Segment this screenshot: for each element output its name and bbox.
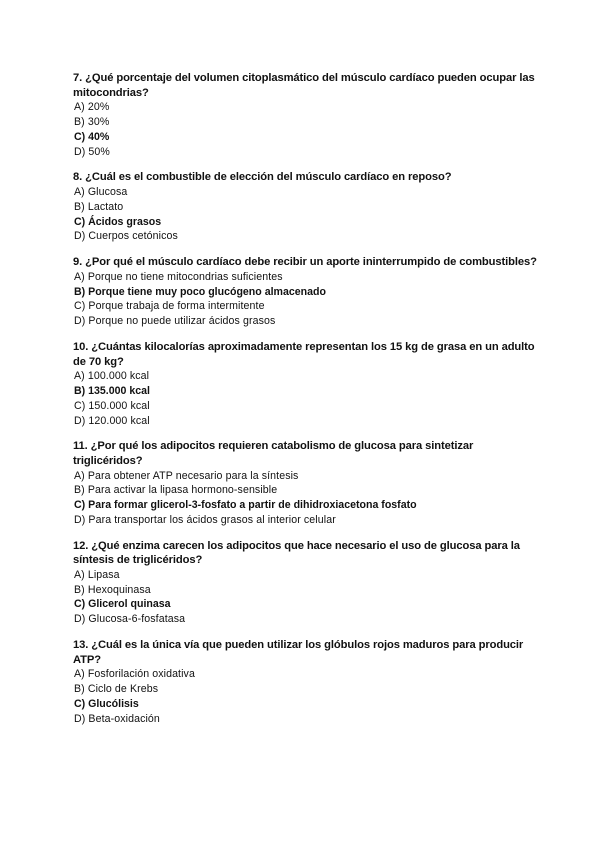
option-c-correct: C) 40% [74,130,110,143]
option-c: C) 150.000 kcal [74,399,150,412]
question-title: 8. ¿Cuál es el combustible de elección del músculo cardíaco en reposo? [73,171,452,184]
question-title: 7. ¿Qué porcentaje del volumen citoplasmático del músculo cardíaco pueden ocupar las mitocondrias? [73,72,535,99]
option-b: B) Hexoquinasa [74,583,151,596]
question-title: 9. ¿Por qué el músculo cardíaco debe recibir un aporte ininterrumpido de combustibles? [73,256,537,269]
option-a: A) Para obtener ATP necesario para la síntesis [74,469,299,482]
question-11 [73,439,543,527]
option-d: D) Glucosa-6-fosfatasa [74,613,186,626]
option-c-correct: C) Ácidos grasos [74,215,162,228]
option-c-correct: C) Para formar glicerol-3-fosfato a partir de dihidroxiacetona fosfato [74,499,417,512]
option-d: D) Cuerpos cetónicos [74,230,178,243]
question-title: 11. ¿Por qué los adipocitos requieren catabolismo de glucosa para sintetizar triglicéridos? [73,440,474,467]
question-title: 12. ¿Qué enzima carecen los adipocitos que hace necesario el uso de glucosa para la síntesis de triglicéridos? [73,539,520,567]
option-d: D) Para transportar los ácidos grasos al interior celular [74,513,336,526]
option-list [73,667,543,726]
option-list [73,270,543,329]
option-a: A) 100.000 kcal [74,370,150,383]
question-8 [73,170,543,244]
option-b-correct: B) 135.000 kcal [74,384,150,397]
question-7 [73,71,543,159]
option-a: A) Porque no tiene mitocondrias suficientes [74,270,283,283]
option-b-correct: B) Porque tiene muy poco glucógeno almacenado [74,285,326,298]
question-title: 13. ¿Cuál es la única vía que pueden utilizar los glóbulos rojos maduros para producir ATP? [73,639,524,666]
option-list [73,100,543,159]
option-a: A) 20% [74,101,110,114]
option-b: B) Lactato [74,200,124,213]
option-c-correct: C) Glucólisis [74,697,139,710]
option-b: B) Ciclo de Krebs [74,683,159,696]
question-12 [73,539,543,627]
option-d: D) 120.000 kcal [74,414,150,427]
option-a: A) Lipasa [74,568,120,581]
option-c: C) Porque trabaja de forma intermitente [74,300,265,313]
question-9 [73,255,543,329]
option-a: A) Fosforilación oxidativa [74,668,195,681]
option-b: B) Para activar la lipasa hormono-sensible [74,484,278,497]
option-a: A) Glucosa [74,185,128,198]
option-list [73,369,543,428]
quiz-page [73,71,543,737]
option-list [73,469,543,528]
option-d: D) Porque no puede utilizar ácidos grasos [74,315,276,328]
option-d: D) 50% [74,145,110,158]
option-b: B) 30% [74,115,110,128]
option-d: D) Beta-oxidación [74,712,160,725]
option-list [73,185,543,244]
question-13 [73,638,543,726]
question-title: 10. ¿Cuántas kilocalorías aproximadamente representan los 15 kg de grasa en un adulto de 70 kg? [73,340,535,368]
option-c-correct: C) Glicerol quinasa [74,598,171,611]
option-list [73,568,543,627]
question-10 [73,340,543,428]
